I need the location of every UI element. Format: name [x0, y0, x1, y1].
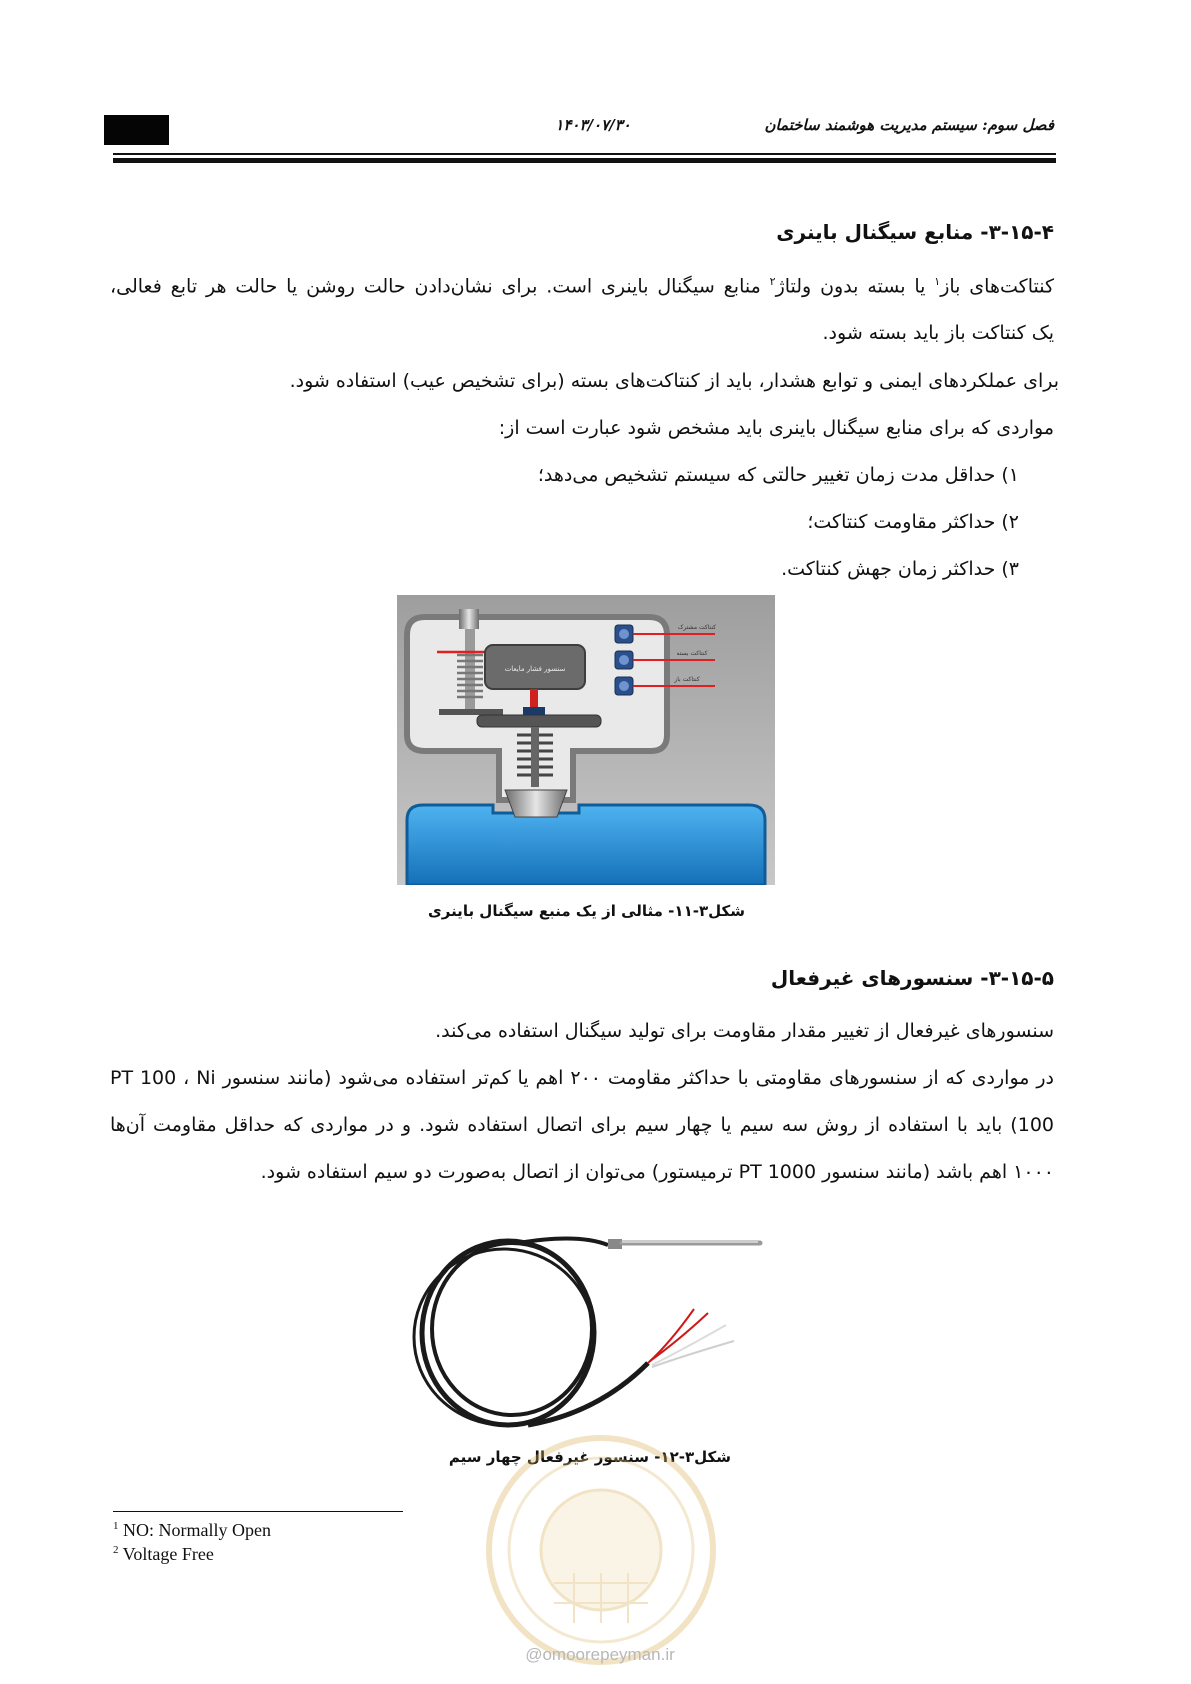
paragraph-line: سنسورهای غیرفعال از تغییر مقدار مقاومت برای تولید سیگنال استفاده می‌کند. — [435, 1020, 1054, 1042]
paragraph-line: یک کنتاکت باز باید بسته شود. — [822, 322, 1054, 344]
chapter-title: فصل سوم: سیستم مدیریت هوشمند ساختمان — [764, 116, 1054, 134]
list-item: ۲) حداکثر مقاومت کنتاکت؛ — [807, 511, 1019, 533]
label-closed-contact: کنتاکت بسته — [676, 650, 708, 657]
sensor-cable-coil — [414, 1238, 648, 1425]
sensor-label: سنسور فشار مایعات — [504, 665, 566, 673]
section-heading-passive: ۳-۱۵-۵- سنسورهای غیرفعال — [770, 966, 1054, 990]
paragraph-line: ۱۰۰۰ اهم باشد (مانند سنسور PT 1000 ترمیستور) می‌توان از اتصال به‌صورت دو سیم استفاده شود. — [260, 1161, 1054, 1183]
watermark-url: @omoorepeyman.ir — [525, 1645, 675, 1664]
pressure-port — [505, 790, 567, 817]
page-number-box — [104, 115, 169, 145]
header-rule-thin — [113, 153, 1056, 155]
figure-caption-3-11: شکل۳-۱۱- مثالی از یک منبع سیگنال باینری — [427, 902, 745, 920]
footnote-text: NO: Normally Open — [118, 1520, 271, 1540]
paragraph-line: 100) باید با استفاده از روش سه سیم یا چهار سیم برای اتصال استفاده شود. و در مواردی که حداقل مقاومت آن‌ها — [110, 1114, 1054, 1136]
list-item: ۱) حداقل مدت زمان تغییر حالتی که سیستم تشخیص می‌دهد؛ — [537, 464, 1019, 486]
header-rule-thick — [113, 158, 1056, 163]
four-wire-sensor-figure — [408, 1213, 766, 1435]
plunger-cap — [523, 707, 545, 715]
text-run: منابع سیگنال باینری است. برای نشان‌دادن حالت روشن یا حالت هر تابع فعالی، — [110, 275, 770, 298]
paragraph-line — [110, 275, 1054, 297]
label-open-contact: کنتاکت باز — [674, 676, 700, 683]
footnote-text: Voltage Free — [118, 1544, 214, 1564]
list-item: ۳) حداکثر زمان جهش کنتاکت. — [781, 558, 1019, 580]
spring-plate — [439, 709, 503, 715]
diaphragm-plate — [477, 715, 601, 727]
footnote-ref-1: ۱ — [934, 275, 941, 288]
liquid-tank — [407, 805, 765, 885]
watermark-seal — [484, 1433, 718, 1667]
label-common-contact: کنتاکت مشترک — [677, 624, 717, 631]
footnote-rule — [113, 1511, 403, 1512]
footnote-number: 1 — [113, 1520, 119, 1532]
paragraph-line: برای عملکردهای ایمنی و توابع هشدار، باید از کنتاکت‌های بسته (برای تشخیص عیب) استفاده شود. — [289, 370, 1059, 392]
footnote-1 — [113, 1520, 271, 1541]
terminal-blocks — [615, 625, 633, 695]
binary-signal-figure — [397, 595, 775, 885]
text-run: یا بسته بدون ولتاژ — [775, 275, 935, 298]
header-date: ۱۴۰۳/۰۷/۳۰ — [555, 116, 631, 134]
figure-caption-3-12: شکل۳-۱۲- سنسور غیرفعال چهار سیم — [448, 1448, 731, 1466]
text-run: کنتاکت‌های باز — [940, 275, 1054, 298]
footnote-2 — [113, 1544, 214, 1565]
footnote-ref-2: ۲ — [769, 275, 776, 288]
center-shaft — [531, 727, 539, 787]
footnote-number: 2 — [113, 1544, 119, 1556]
plunger-rod — [530, 689, 538, 709]
paragraph-line: در مواردی که از سنسورهای مقاومتی با حداکثر مقاومت ۲۰۰ اهم یا کم‌تر استفاده می‌شود (مانند سنسور PT 100 ، Ni — [110, 1067, 1054, 1089]
section-heading-binary: ۳-۱۵-۴- منابع سیگنال باینری — [776, 220, 1054, 244]
sensor-lead-wires — [648, 1309, 734, 1367]
adjuster-cap — [459, 609, 479, 629]
paragraph-line: مواردی که برای منابع سیگنال باینری باید مشخص شود عبارت است از: — [498, 417, 1054, 439]
